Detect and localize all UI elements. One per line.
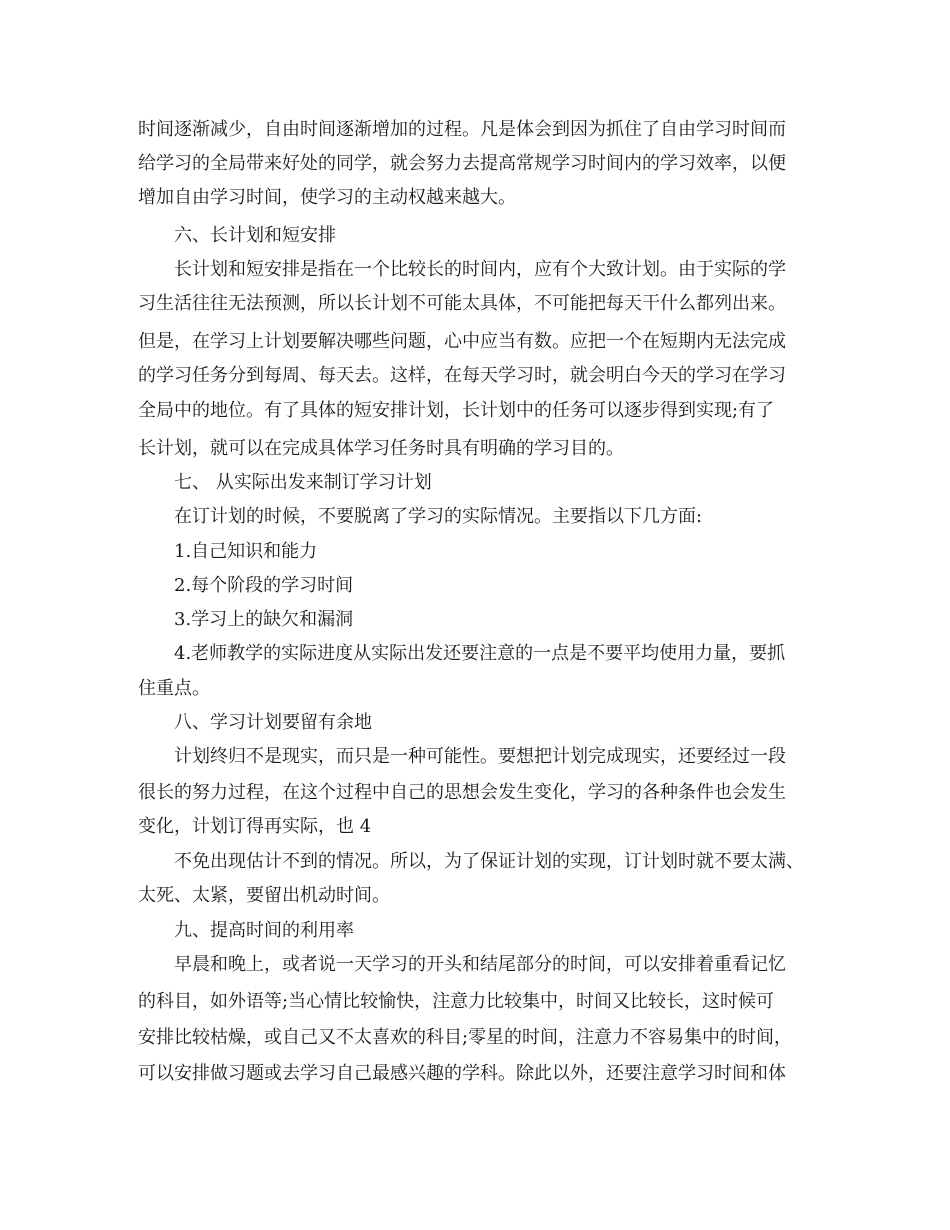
list-item: 3.学习上的缺欠和漏洞: [174, 609, 354, 630]
section-heading: 九、提高时间的利用率: [174, 920, 354, 941]
paragraph-line: 的科目，如外语等;当心情比较愉快，注意力比较集中，时间又比较长，这时候可: [138, 991, 775, 1012]
list-item: 1.自己知识和能力: [174, 541, 318, 562]
paragraph-line: 住重点。: [138, 678, 210, 699]
paragraph-line: 变化，计划订得再实际，也 4: [138, 816, 372, 837]
paragraph-line: 给学习的全局带来好处的同学，就会努力去提高常规学习时间内的学习效率，以便: [138, 153, 786, 174]
paragraph-line: 的学习任务分到每周、每天去。这样，在每天学习时，就会明白今天的学习在学习: [138, 365, 786, 386]
paragraph-line: 很长的努力过程，在这个过程中自己的思想会发生变化，学习的各种条件也会发生: [138, 782, 786, 803]
list-item: 2.每个阶段的学习时间: [174, 575, 354, 596]
paragraph-line: 早晨和晚上，或者说一天学习的开头和结尾部分的时间，可以安排着重看记忆: [174, 954, 786, 975]
paragraph-line: 长计划和短安排是指在一个比较长的时间内，应有个大致计划。由于实际的学: [174, 259, 786, 280]
paragraph-line: 太死、太紧，要留出机动时间。: [138, 885, 390, 906]
paragraph-line: 在订计划的时候，不要脱离了学习的实际情况。主要指以下几方面:: [174, 506, 703, 527]
paragraph-line: 但是，在学习上计划要解决哪些问题，心中应当有数。应把一个在短期内无法完成: [138, 331, 786, 352]
paragraph-line: 长计划，就可以在完成具体学习任务时具有明确的学习目的。: [138, 438, 624, 459]
paragraph-line: 安排比较枯燥，或自己又不太喜欢的科目;零星的时间，注意力不容易集中的时间，: [138, 1027, 793, 1048]
paragraph-line: 增加自由学习时间，使学习的主动权越来越大。: [138, 187, 516, 208]
section-heading: 六、长计划和短安排: [174, 225, 336, 246]
paragraph-line: 时间逐渐减少，自由时间逐渐增加的过程。凡是体会到因为抓住了自由学习时间而: [138, 119, 786, 140]
section-heading: 八、学习计划要留有余地: [174, 712, 372, 733]
paragraph-line: 全局中的地位。有了具体的短安排计划，长计划中的任务可以逐步得到实现;有了: [138, 400, 775, 421]
section-heading: 七、 从实际出发来制订学习计划: [174, 472, 432, 493]
paragraph-line: 习生活往往无法预测，所以长计划不可能太具体，不可能把每天干什么都列出来。: [138, 293, 786, 314]
paragraph-line: 可以安排做习题或去学习自己最感兴趣的学科。除此以外，还要注意学习时间和体: [138, 1063, 786, 1084]
list-item: 4.老师教学的实际进度从实际出发还要注意的一点是不要平均使用力量，要抓: [174, 643, 786, 664]
paragraph-line: 计划终归不是现实，而只是一种可能性。要想把计划完成现实，还要经过一段: [174, 746, 786, 767]
paragraph-line: 不免出现估计不到的情况。所以，为了保证计划的实现，订计划时就不要太满、: [174, 851, 804, 872]
